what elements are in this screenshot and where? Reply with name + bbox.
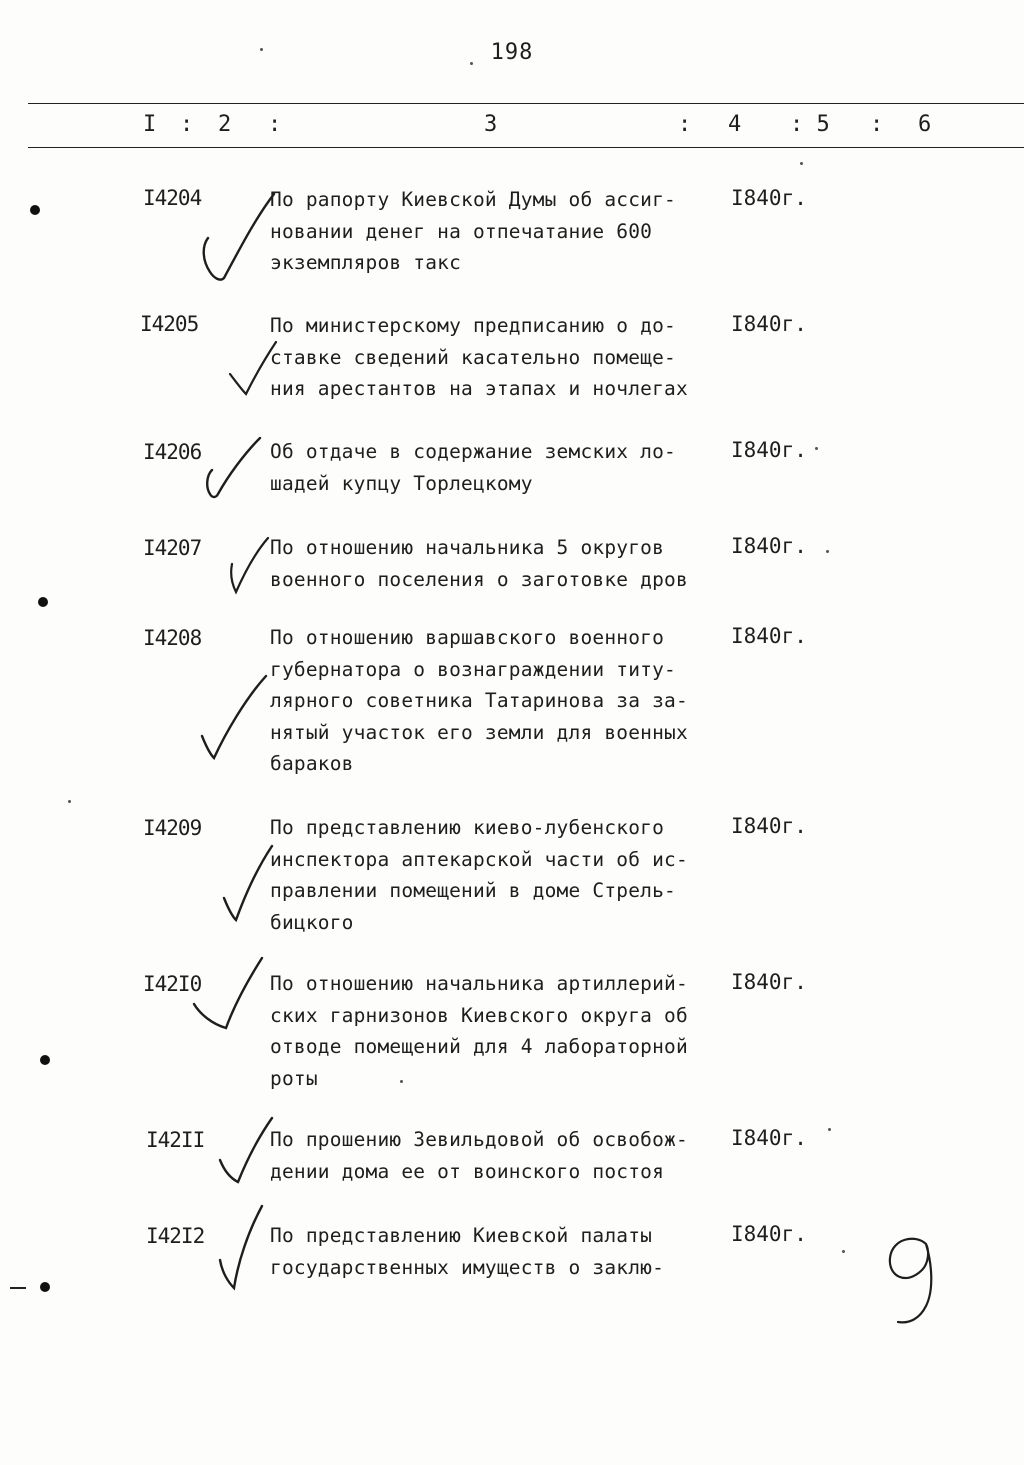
header-top-rule bbox=[28, 103, 1024, 104]
check-mark-icon bbox=[190, 954, 266, 1044]
scan-speck bbox=[260, 48, 263, 51]
check-mark-icon bbox=[196, 672, 272, 764]
punch-hole-icon bbox=[38, 597, 48, 607]
entry-title-line: бицкого bbox=[270, 910, 354, 934]
entry-title-line: бараков bbox=[270, 752, 354, 775]
entry-title bbox=[270, 436, 730, 499]
column-header-4: 4 bbox=[728, 112, 742, 137]
entry-year: I840г. bbox=[731, 624, 807, 648]
entry-title-line: Об отдаче в содержание земских ло- bbox=[270, 440, 676, 463]
check-mark-icon bbox=[214, 1114, 276, 1194]
entry-year: I840г. bbox=[731, 1222, 807, 1246]
check-mark-icon bbox=[218, 842, 276, 926]
column-separator: : bbox=[678, 112, 692, 137]
entry-title bbox=[270, 310, 730, 405]
check-mark-icon bbox=[224, 338, 280, 402]
header-bottom-rule bbox=[28, 147, 1024, 148]
column-separator: : bbox=[180, 112, 194, 137]
margin-dash bbox=[10, 1287, 26, 1289]
column-header-6: 6 bbox=[918, 112, 932, 137]
entry-title-line: По представлению Киевской палаты bbox=[270, 1224, 653, 1247]
entry-title-line: шадей купцу Торлецкому bbox=[270, 471, 533, 495]
scan-speck bbox=[842, 1250, 845, 1253]
scan-speck bbox=[828, 1128, 831, 1131]
entry-title-line: нятый участок его земли для военных bbox=[270, 720, 688, 744]
scan-speck bbox=[815, 447, 818, 450]
check-mark-icon bbox=[214, 1202, 268, 1294]
entry-title-line: отводе помещений для 4 лабораторной bbox=[270, 1035, 688, 1058]
check-mark-icon bbox=[226, 534, 272, 596]
entry-title-line: По отношению начальника артиллерий- bbox=[270, 972, 688, 995]
entry-title-line: ния арестантов на этапах и ночлегах bbox=[270, 377, 688, 400]
entry-title-line: военного поселения о заготовке дров bbox=[270, 567, 688, 591]
entry-number: I42I0 bbox=[143, 972, 202, 996]
entry-title-line: По министерскому предписанию о до- bbox=[270, 314, 676, 337]
entry-number: I4208 bbox=[143, 626, 202, 650]
entry-year: I840г. bbox=[731, 438, 807, 462]
entry-number: I42I2 bbox=[146, 1224, 205, 1248]
entry-title-line: дении дома ее от воинского постоя bbox=[270, 1159, 665, 1183]
column-separator: : bbox=[268, 112, 282, 137]
entry-title-line: новании денег на отпечатание 600 bbox=[270, 219, 653, 243]
entry-number: I4209 bbox=[143, 816, 202, 840]
entry-title-line: По представлению киево-лубенского bbox=[270, 816, 665, 839]
entry-title-line: инспектора аптекарской части об ис- bbox=[270, 847, 688, 871]
entry-title bbox=[270, 1124, 730, 1187]
scan-speck bbox=[400, 1080, 403, 1083]
column-header-3: 3 bbox=[484, 112, 498, 137]
check-mark-icon bbox=[198, 190, 278, 286]
column-separator: : bbox=[870, 112, 884, 137]
entry-title bbox=[270, 1220, 730, 1283]
entry-number: I42II bbox=[146, 1128, 205, 1152]
entry-title bbox=[270, 968, 730, 1094]
scan-speck bbox=[68, 800, 71, 803]
column-header-5: : 5 bbox=[790, 112, 830, 137]
check-mark-icon bbox=[198, 436, 266, 502]
entry-title-line: роты bbox=[270, 1066, 318, 1090]
page-number: 198 bbox=[490, 40, 534, 65]
sheet-number bbox=[880, 1230, 950, 1330]
sheet-number-glyph bbox=[880, 1230, 950, 1326]
entry-title-line: правлении помещений в доме Стрель- bbox=[270, 879, 676, 902]
entry-year: I840г. bbox=[731, 970, 807, 994]
entry-title bbox=[270, 532, 730, 595]
column-header-1: I bbox=[143, 112, 157, 137]
column-header-2: 2 bbox=[218, 112, 232, 137]
entry-number: I4204 bbox=[143, 186, 202, 210]
entry-number: I4205 bbox=[140, 312, 199, 336]
entry-year: I840г. bbox=[731, 1126, 807, 1150]
entry-title-line: По отношению начальника 5 округов bbox=[270, 536, 665, 559]
entry-year: I840г. bbox=[731, 814, 807, 838]
entry-title-line: ставке сведений касательно помеще- bbox=[270, 345, 676, 369]
entry-title bbox=[270, 812, 730, 938]
entry-title-line: По прошению Зевильдовой об освобож- bbox=[270, 1128, 688, 1151]
scan-speck bbox=[826, 550, 829, 553]
entry-title-line: По рапорту Киевской Думы об ассиг- bbox=[270, 188, 676, 211]
scan-speck bbox=[470, 62, 473, 65]
entry-year: I840г. bbox=[731, 534, 807, 558]
entry-year: I840г. bbox=[731, 186, 807, 210]
entry-title-line: губернатора о вознаграждении титу- bbox=[270, 657, 676, 681]
entry-title-line: государственных имуществ о заклю- bbox=[270, 1255, 665, 1279]
entry-title-line: ских гарнизонов Киевского округа об bbox=[270, 1003, 688, 1027]
punch-hole-icon bbox=[30, 205, 40, 215]
entry-title bbox=[270, 184, 730, 279]
entry-title-line: По отношению варшавского военного bbox=[270, 626, 665, 649]
entry-title bbox=[270, 622, 730, 780]
entry-number: I4207 bbox=[143, 536, 202, 560]
entry-title-line: экземпляров такс bbox=[270, 251, 462, 274]
entry-title-line: лярного советника Татаринова за за- bbox=[270, 689, 688, 712]
entry-number: I4206 bbox=[143, 440, 202, 464]
punch-hole-icon bbox=[40, 1055, 50, 1065]
entry-year: I840г. bbox=[731, 312, 807, 336]
punch-hole-icon bbox=[40, 1282, 50, 1292]
scan-speck bbox=[800, 162, 803, 165]
